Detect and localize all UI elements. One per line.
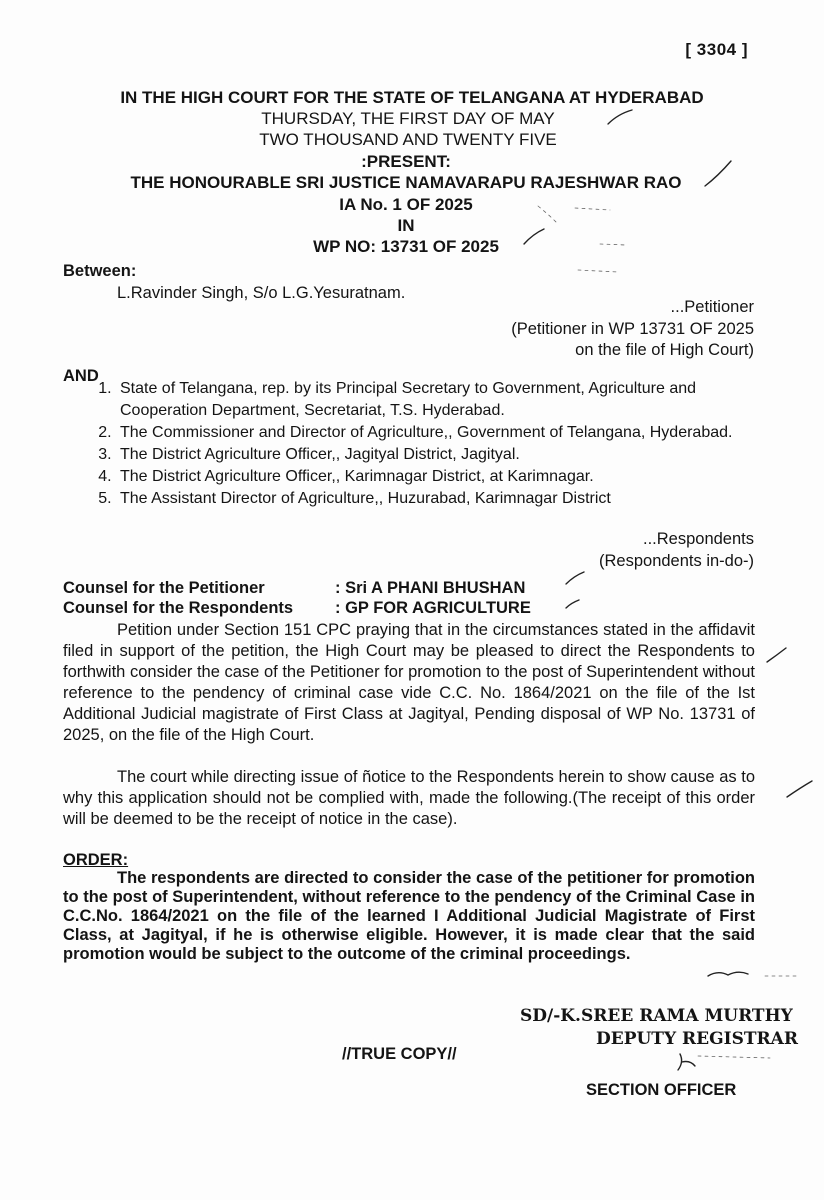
order-paragraph: The respondents are directed to consider the case of the petitioner for promotion to the post of Superintendent, without reference to the pendency of the Criminal Case in C.C.No. 1864/2021 on the file of the learned I Additional Judicial Magistrate of First Class, at Jagityal, if he is otherwise eligible. However, it is made clear that the said promotion would be subject to the outcome of the criminal proceedings.: [63, 869, 755, 963]
tick-mark: [524, 229, 544, 244]
ia-number: IA No. 1 OF 2025: [339, 195, 473, 214]
petitioner-role: ...Petitioner: [670, 298, 754, 316]
judge-name: THE HONOURABLE SRI JUSTICE NAMAVARAPU RAJESHWAR RAO: [130, 173, 682, 192]
counsel-petitioner-value: : Sri A PHANI BHUSHAN: [335, 579, 526, 597]
petitioner-note-2: on the file of High Court): [575, 341, 754, 359]
faint-mark: [578, 270, 618, 272]
respondents-note: (Respondents in-do-): [599, 552, 754, 570]
respondent-item: 5. The Assistant Director of Agriculture,, Huzurabad, Karimnagar District: [116, 488, 756, 510]
true-copy-label: //TRUE COPY//: [342, 1045, 457, 1063]
initial-mark: [708, 972, 748, 976]
petitioner-note-1: (Petitioner in WP 13731 OF 2025: [511, 320, 754, 338]
tick-mark: [608, 110, 632, 124]
present-label: :PRESENT:: [361, 152, 451, 171]
faint-mark: [600, 244, 626, 245]
tick-mark: [705, 161, 731, 186]
date-line-2: TWO THOUSAND AND TWENTY FIVE: [259, 130, 557, 149]
petition-paragraph: Petition under Section 151 CPC praying that in the circumstances stated in the affidavit filed in support of the petition, the High Court may be pleased to direct the Respondents to forthwith consider the case of the Petitioner for promotion to the post of Superintendent without reference to the pendency of criminal case vide C.C. No. 1864/2021 on the file of the Ist Additional Judicial magistrate of First Class at Jagityal, Pending disposal of WP No. 13731 of 2025, on the file of the High Court.: [63, 621, 755, 744]
date-line-1: THURSDAY, THE FIRST DAY OF MAY: [261, 109, 555, 128]
signature-name: SD/-K.SREE RAMA MURTHY: [520, 1006, 793, 1026]
tick-mark: [566, 572, 584, 584]
respondents-role: ...Respondents: [643, 530, 754, 548]
faint-mark: [698, 1056, 770, 1058]
respondent-item: 4. The District Agriculture Officer,, Karimnagar District, at Karimnagar.: [116, 466, 756, 488]
tick-mark: [787, 781, 812, 797]
in-label: IN: [397, 216, 415, 235]
tick-mark: [767, 648, 786, 662]
counsel-respondents-label: Counsel for the Respondents: [63, 599, 294, 617]
initial-mark: [678, 1054, 695, 1070]
between-label: Between:: [63, 262, 137, 280]
petitioner-name: L.Ravinder Singh, S/o L.G.Yesuratnam.: [117, 284, 406, 302]
order-heading: ORDER:: [63, 851, 129, 869]
counsel-respondents-value: : GP FOR AGRICULTURE: [335, 599, 531, 617]
and-label: AND: [63, 367, 99, 385]
counsel-petitioner-label: Counsel for the Petitioner: [63, 579, 265, 597]
respondent-item: 2. The Commissioner and Director of Agriculture,, Government of Telangana, Hyderabad.: [116, 422, 756, 444]
faint-mark: [575, 208, 610, 210]
respondent-item: 3. The District Agriculture Officer,, Jagityal District, Jagityal.: [116, 444, 756, 466]
section-officer-label: SECTION OFFICER: [586, 1081, 737, 1099]
court-title: IN THE HIGH COURT FOR THE STATE OF TELANGANA AT HYDERABAD: [120, 88, 704, 107]
notice-paragraph: The court while directing issue of ñotice to the Respondents herein to show cause as to why this application should not be complied with, made the following.(The receipt of this order will be deemed to be the receipt of notice in the case).: [63, 768, 755, 828]
signature-designation: DEPUTY REGISTRAR: [596, 1029, 798, 1049]
respondent-item: 1. State of Telangana, rep. by its Principal Secretary to Government, Agriculture and Cooperation Department, Secretariat, T.S. Hyderabad.: [116, 378, 756, 422]
wp-number: WP NO: 13731 OF 2025: [313, 237, 499, 256]
page-number: [ 3304 ]: [685, 40, 748, 59]
faint-mark: [538, 206, 556, 222]
tick-mark: [566, 600, 579, 608]
